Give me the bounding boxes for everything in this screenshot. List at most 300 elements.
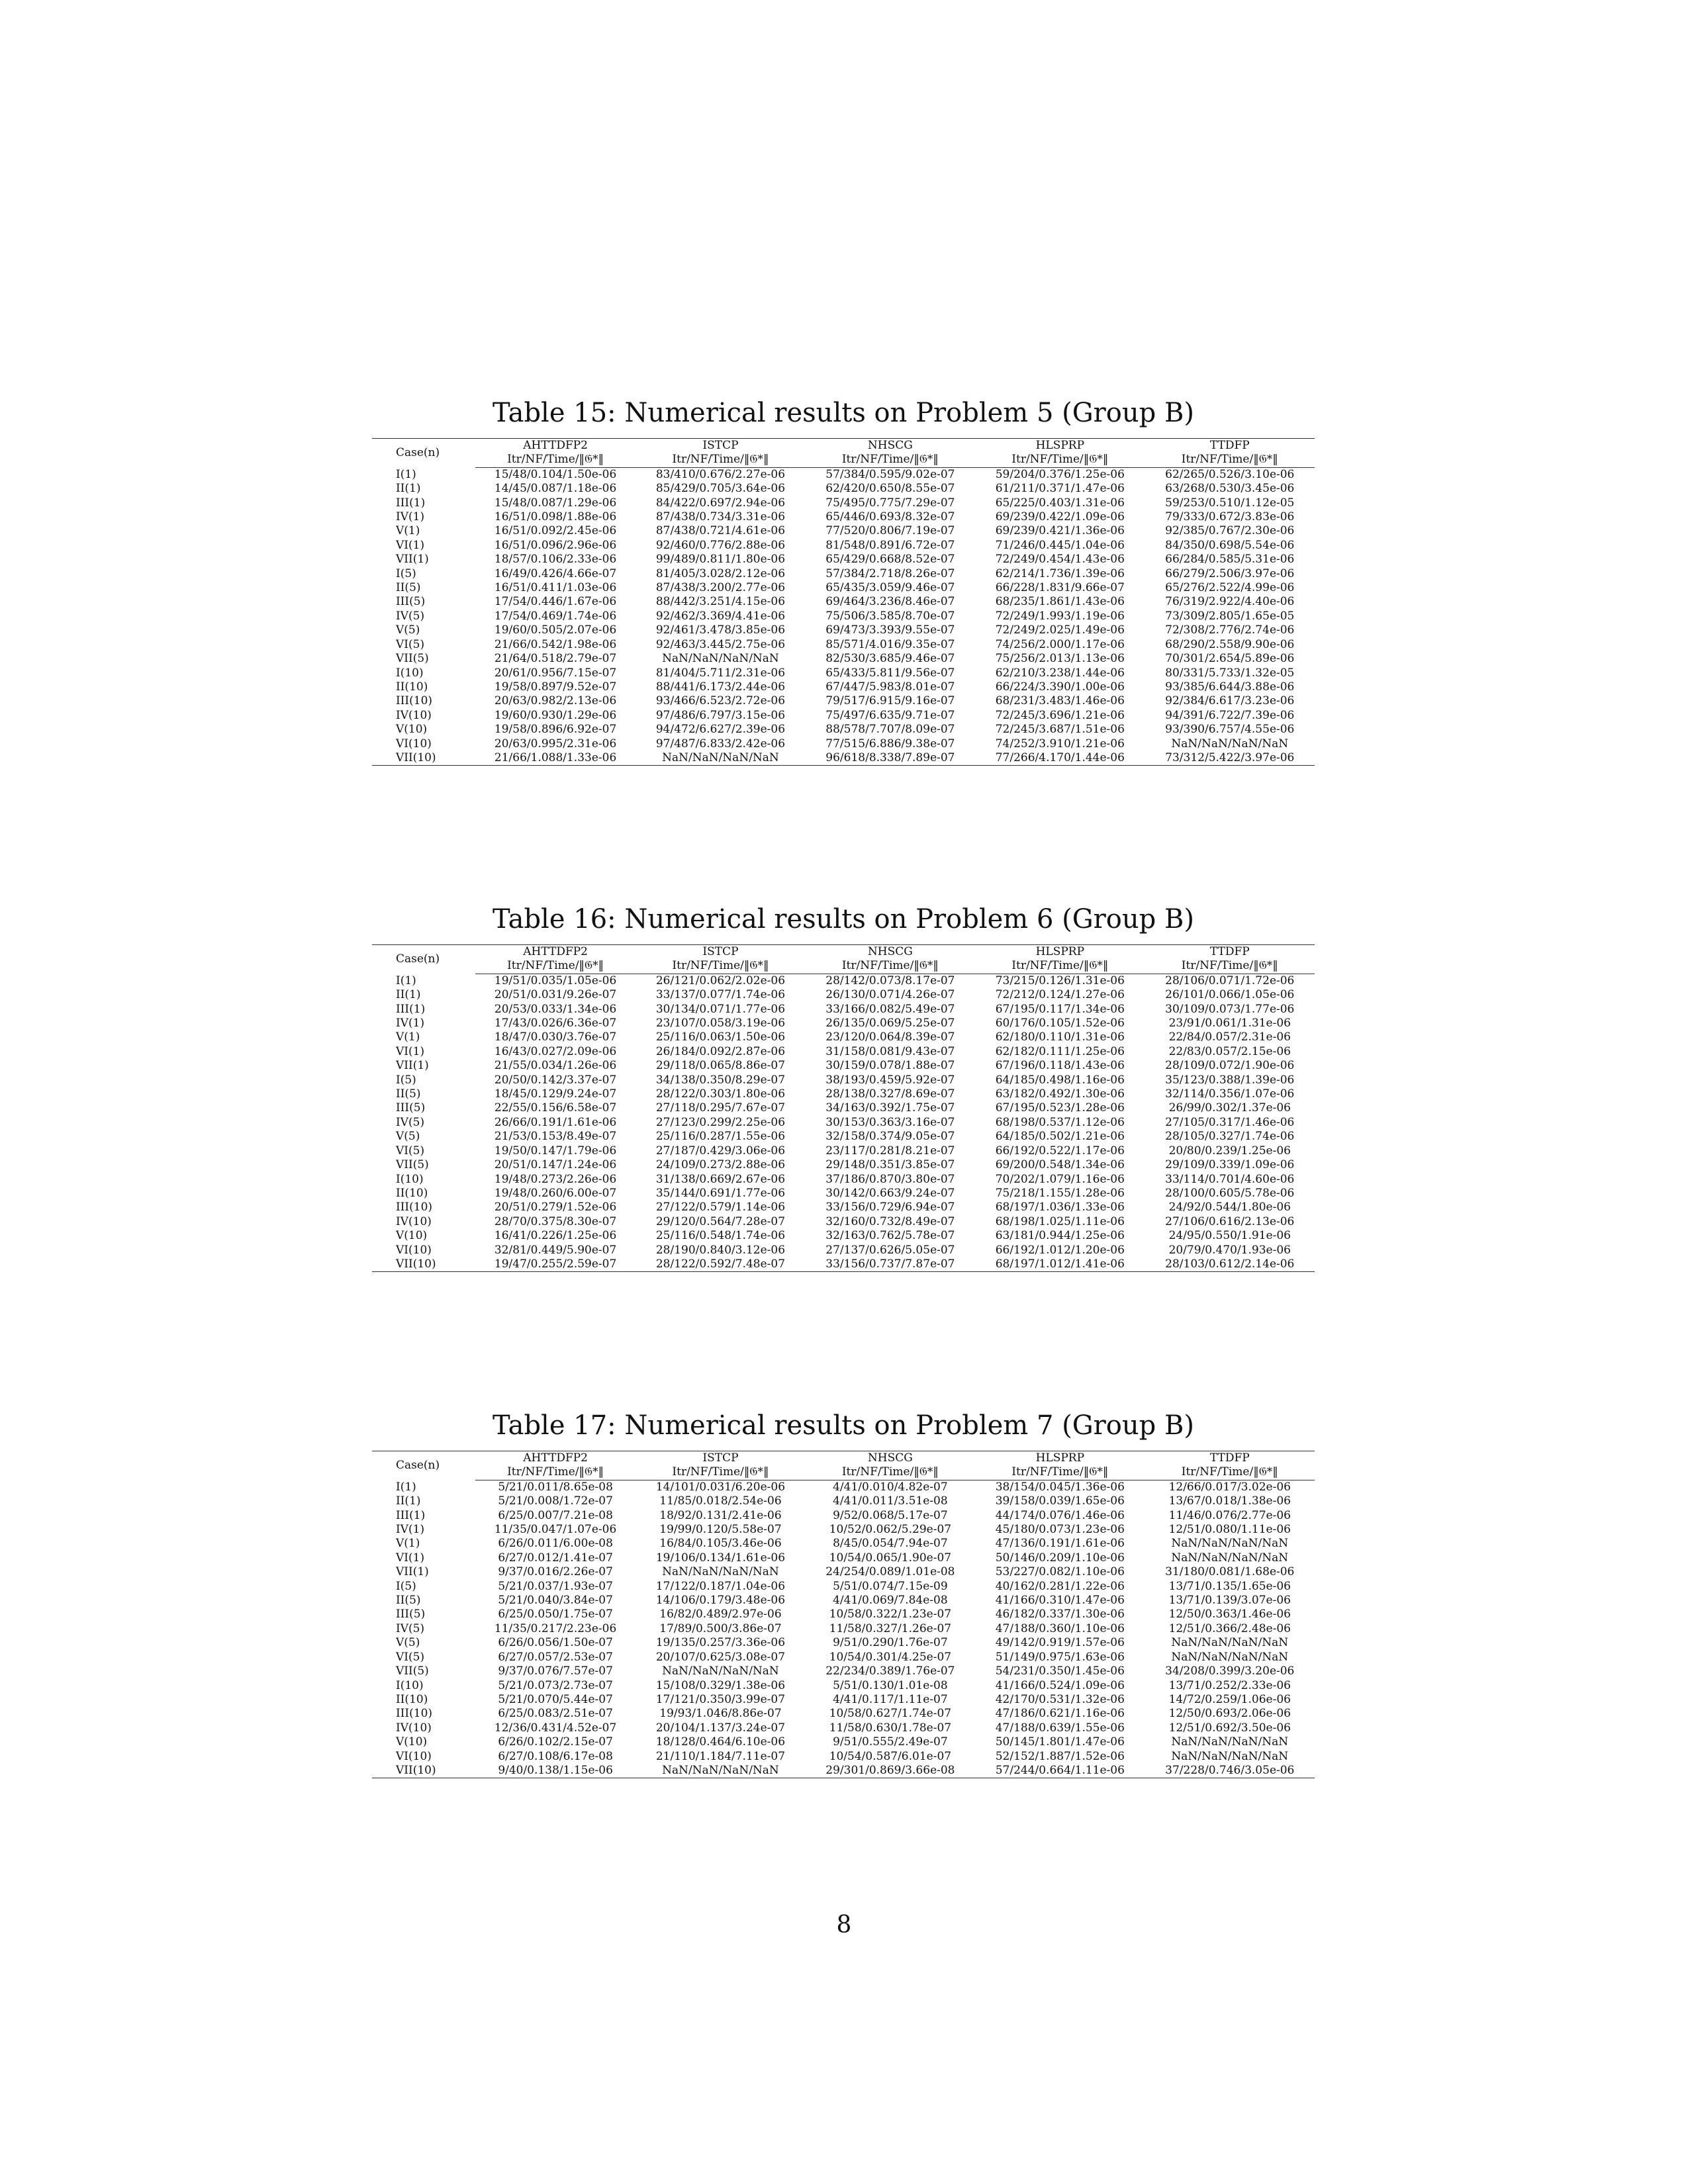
result-cell: 17/43/0.026/6.36e-07	[494, 1017, 617, 1030]
result-cell: 74/252/3.910/1.21e-06	[995, 737, 1125, 751]
table-row	[372, 1059, 1315, 1073]
result-cell: 9/37/0.076/7.57e-07	[498, 1664, 613, 1678]
table-row	[372, 567, 1315, 581]
result-cell: 19/99/0.120/5.58e-07	[659, 1523, 782, 1537]
result-cell: 69/200/0.548/1.34e-06	[995, 1158, 1125, 1172]
case-cell: III(1)	[396, 496, 426, 510]
result-cell: 75/506/3.585/8.70e-07	[825, 609, 955, 623]
result-cell: 38/154/0.045/1.36e-06	[995, 1480, 1125, 1494]
table-row	[372, 1707, 1315, 1721]
result-cell: 10/58/0.322/1.23e-07	[829, 1608, 952, 1621]
result-cell: NaN/NaN/NaN/NaN	[662, 1664, 779, 1678]
result-cell: 49/142/0.919/1.57e-06	[995, 1636, 1125, 1650]
result-cell: 93/466/6.523/2.72e-06	[655, 694, 786, 708]
result-cell: 73/309/2.805/1.65e-05	[1165, 609, 1295, 623]
case-cell: II(5)	[396, 581, 421, 595]
method-header: AHTTDFP2	[475, 945, 635, 960]
table-row	[372, 1187, 1315, 1201]
method-header: AHTTDFP2	[475, 439, 635, 453]
result-cell: 11/35/0.047/1.07e-06	[494, 1523, 617, 1537]
case-cell: II(10)	[396, 1692, 428, 1706]
result-cell: 80/331/5.733/1.32e-05	[1165, 666, 1295, 680]
result-cell: 8/45/0.054/7.94e-07	[833, 1537, 948, 1551]
result-cell: 92/462/3.369/4.41e-06	[655, 609, 786, 623]
case-cell: V(5)	[396, 623, 420, 637]
result-cell: 64/185/0.498/1.16e-06	[995, 1073, 1125, 1087]
result-cell: 6/25/0.083/2.51e-07	[498, 1707, 613, 1721]
result-cell: 57/384/2.718/8.26e-07	[825, 567, 955, 580]
result-cell: 37/228/0.746/3.05e-06	[1145, 1764, 1315, 1778]
result-cell: 32/114/0.356/1.07e-06	[1165, 1087, 1295, 1101]
result-cell: 41/166/0.310/1.47e-06	[995, 1594, 1125, 1608]
table-row	[372, 1073, 1315, 1087]
case-cell: IV(1)	[396, 1523, 425, 1537]
result-cell: 18/47/0.030/3.76e-07	[494, 1030, 617, 1044]
table-17	[372, 1410, 1315, 1778]
result-cell: 20/63/0.995/2.31e-06	[494, 737, 617, 751]
table-row	[372, 1565, 1315, 1579]
result-cell: NaN/NaN/NaN/NaN	[1171, 737, 1289, 751]
result-cell: 28/105/0.327/1.74e-06	[1165, 1130, 1295, 1144]
case-cell: I(5)	[396, 1073, 416, 1087]
case-cell: IV(10)	[396, 708, 432, 722]
table-row	[372, 638, 1315, 652]
result-cell: 45/180/0.073/1.23e-06	[995, 1523, 1125, 1537]
result-cell: 68/290/2.558/9.90e-06	[1165, 637, 1295, 651]
result-cell: 30/153/0.363/3.16e-07	[825, 1115, 955, 1129]
table-row	[372, 1537, 1315, 1551]
result-cell: 11/58/0.327/1.26e-07	[829, 1621, 952, 1635]
result-cell: 67/195/0.117/1.34e-06	[995, 1002, 1125, 1016]
result-cell: 88/578/7.707/8.09e-07	[825, 723, 955, 737]
result-cell: 18/45/0.129/9.24e-07	[494, 1087, 617, 1101]
table-row	[372, 510, 1315, 524]
result-cell: 14/45/0.087/1.18e-06	[494, 482, 617, 496]
result-cell: 83/410/0.676/2.27e-06	[655, 467, 786, 481]
table-row	[372, 482, 1315, 496]
result-cell: 51/149/0.975/1.63e-06	[995, 1650, 1125, 1664]
table-row	[372, 680, 1315, 694]
result-cell: 21/66/0.542/1.98e-06	[494, 637, 617, 651]
result-cell: NaN/NaN/NaN/NaN	[1171, 1735, 1289, 1749]
method-header: HLSPRP	[975, 945, 1145, 960]
result-cell: 12/51/0.692/3.50e-06	[1168, 1721, 1291, 1735]
case-cell: VII(5)	[396, 1664, 429, 1678]
case-cell: II(1)	[396, 482, 421, 496]
result-cell: 85/571/4.016/9.35e-07	[825, 637, 955, 651]
case-cell: V(10)	[396, 723, 428, 737]
result-cell: 65/429/0.668/8.52e-07	[825, 553, 955, 567]
result-cell: NaN/NaN/NaN/NaN	[1171, 1537, 1289, 1551]
table-row	[372, 1215, 1315, 1229]
case-cell: III(5)	[396, 1608, 426, 1621]
result-cell: 19/60/0.505/2.07e-06	[494, 623, 617, 637]
result-cell: 47/186/0.621/1.16e-06	[995, 1707, 1125, 1721]
metric-subheader: Itr/NF/Time/‖𝔊*‖	[1145, 1465, 1315, 1480]
table-row	[372, 1257, 1315, 1272]
result-cell: 4/41/0.117/1.11e-07	[833, 1692, 948, 1706]
result-cell: 21/110/1.184/7.11e-07	[655, 1749, 786, 1763]
result-cell: 30/159/0.078/1.88e-07	[825, 1059, 955, 1073]
result-cell: 12/66/0.017/3.02e-06	[1168, 1480, 1291, 1494]
result-cell: 27/122/0.579/1.14e-06	[655, 1201, 786, 1214]
case-cell: II(1)	[396, 988, 421, 1002]
result-cell: 14/106/0.179/3.48e-06	[655, 1594, 786, 1608]
method-header: ISTCP	[635, 439, 805, 453]
result-cell: 44/174/0.076/1.46e-06	[995, 1508, 1125, 1522]
metric-subheader: Itr/NF/Time/‖𝔊*‖	[975, 959, 1145, 974]
table-row	[372, 623, 1315, 637]
table-row	[372, 1144, 1315, 1158]
table-15	[372, 397, 1315, 766]
result-cell: 68/198/0.537/1.12e-06	[995, 1115, 1125, 1129]
metric-subheader: Itr/NF/Time/‖𝔊*‖	[1145, 453, 1315, 467]
result-cell: NaN/NaN/NaN/NaN	[1171, 1650, 1289, 1664]
result-cell: 62/214/1.736/1.39e-06	[995, 567, 1125, 580]
result-cell: 23/91/0.061/1.31e-06	[1168, 1017, 1291, 1030]
result-cell: 29/109/0.339/1.09e-06	[1165, 1158, 1295, 1172]
result-cell: 20/61/0.956/7.15e-07	[494, 666, 617, 680]
result-cell: 65/276/2.522/4.99e-06	[1165, 581, 1295, 595]
case-cell: IV(10)	[396, 1721, 432, 1735]
result-cell: 93/390/6.757/4.55e-06	[1165, 723, 1295, 737]
result-cell: 42/170/0.531/1.32e-06	[995, 1692, 1125, 1706]
result-cell: 94/391/6.722/7.39e-06	[1165, 708, 1295, 722]
case-cell: I(5)	[396, 567, 416, 580]
result-cell: 59/204/0.376/1.25e-06	[995, 467, 1125, 481]
case-cell: IV(1)	[396, 1017, 425, 1030]
case-cell: VI(10)	[396, 1243, 432, 1257]
result-cell: 92/385/0.767/2.30e-06	[1165, 524, 1295, 538]
method-header: HLSPRP	[975, 439, 1145, 453]
result-cell: 68/197/1.036/1.33e-06	[995, 1201, 1125, 1214]
table-row	[372, 1229, 1315, 1243]
result-cell: 74/256/2.000/1.17e-06	[995, 637, 1125, 651]
result-cell: 65/435/3.059/9.46e-07	[825, 581, 955, 595]
result-cell: 32/81/0.449/5.90e-07	[494, 1243, 617, 1257]
table-row	[372, 1509, 1315, 1523]
table-row	[372, 581, 1315, 595]
result-cell: 75/497/6.635/9.71e-07	[825, 708, 955, 722]
result-cell: 77/266/4.170/1.44e-06	[975, 751, 1145, 766]
table-row	[372, 1523, 1315, 1537]
result-cell: 13/71/0.139/3.07e-06	[1168, 1594, 1291, 1608]
case-cell: II(5)	[396, 1594, 421, 1608]
result-cell: 27/105/0.317/1.46e-06	[1165, 1115, 1295, 1129]
result-cell: 15/48/0.104/1.50e-06	[494, 467, 617, 481]
table-row	[372, 1101, 1315, 1115]
table-row	[372, 1721, 1315, 1735]
result-cell: 20/79/0.470/1.93e-06	[1168, 1243, 1291, 1257]
result-cell: 17/89/0.500/3.86e-07	[659, 1621, 782, 1635]
result-cell: 35/123/0.388/1.39e-06	[1165, 1073, 1295, 1087]
result-cell: 19/50/0.147/1.79e-06	[494, 1144, 617, 1158]
result-cell: 65/446/0.693/8.32e-07	[825, 510, 955, 524]
result-cell: 23/117/0.281/8.21e-07	[825, 1144, 955, 1158]
case-cell: IV(10)	[396, 1214, 432, 1228]
table-row	[372, 496, 1315, 510]
result-cell: 14/72/0.259/1.06e-06	[1168, 1692, 1291, 1706]
result-cell: 88/442/3.251/4.15e-06	[655, 595, 786, 609]
result-cell: 82/530/3.685/9.46e-07	[825, 652, 955, 666]
result-cell: 40/162/0.281/1.22e-06	[995, 1579, 1125, 1593]
result-cell: 68/231/3.483/1.46e-06	[995, 694, 1125, 708]
result-cell: 18/92/0.131/2.41e-06	[659, 1508, 782, 1522]
result-cell: 33/137/0.077/1.74e-06	[655, 988, 786, 1002]
case-cell: I(10)	[396, 1172, 424, 1186]
result-cell: 16/51/0.411/1.03e-06	[494, 581, 617, 595]
case-cell: IV(5)	[396, 1115, 425, 1129]
result-cell: 20/104/1.137/3.24e-07	[655, 1721, 786, 1735]
table-caption: Table 15: Numerical results on Problem 5 (Group B)	[492, 398, 1194, 428]
case-cell: III(10)	[396, 1201, 433, 1214]
table-row	[372, 1480, 1315, 1494]
case-cell: IV(1)	[396, 510, 425, 524]
method-header: NHSCG	[806, 439, 975, 453]
result-cell: 16/51/0.092/2.45e-06	[494, 524, 617, 538]
result-cell: 17/54/0.469/1.74e-06	[494, 609, 617, 623]
result-cell: 75/495/0.775/7.29e-07	[825, 496, 955, 510]
result-cell: 20/51/0.279/1.52e-06	[494, 1201, 617, 1214]
result-cell: 9/51/0.290/1.76e-07	[833, 1636, 948, 1650]
result-cell: 26/99/0.302/1.37e-06	[1168, 1101, 1291, 1115]
result-cell: 10/58/0.627/1.74e-07	[829, 1707, 952, 1721]
table-row	[372, 988, 1315, 1002]
table-row	[372, 1651, 1315, 1664]
result-cell: 6/26/0.011/6.00e-08	[498, 1537, 613, 1551]
result-cell: 92/384/6.617/3.23e-06	[1165, 694, 1295, 708]
case-cell: IV(5)	[396, 609, 425, 623]
result-cell: 61/211/0.371/1.47e-06	[995, 482, 1125, 496]
result-cell: 29/148/0.351/3.85e-07	[825, 1158, 955, 1172]
case-cell: V(1)	[396, 524, 420, 538]
case-cell: V(1)	[396, 1537, 420, 1551]
result-cell: 18/128/0.464/6.10e-06	[655, 1735, 786, 1749]
table-row	[372, 694, 1315, 708]
result-cell: 27/118/0.295/7.67e-07	[655, 1101, 786, 1115]
table-row	[372, 1679, 1315, 1693]
table-row	[372, 652, 1315, 666]
result-cell: 34/138/0.350/8.29e-07	[655, 1073, 786, 1087]
result-cell: 67/195/0.523/1.28e-06	[995, 1101, 1125, 1115]
result-cell: 94/472/6.627/2.39e-06	[655, 723, 786, 737]
result-cell: 62/210/3.238/1.44e-06	[995, 666, 1125, 680]
metric-subheader: Itr/NF/Time/‖𝔊*‖	[475, 959, 635, 974]
result-cell: 28/122/0.303/1.80e-06	[655, 1087, 786, 1101]
result-cell: NaN/NaN/NaN/NaN	[1171, 1636, 1289, 1650]
result-cell: 66/192/0.522/1.17e-06	[995, 1144, 1125, 1158]
result-cell: 79/517/6.915/9.16e-07	[825, 694, 955, 708]
result-cell: 97/487/6.833/2.42e-06	[655, 737, 786, 751]
result-cell: 12/36/0.431/4.52e-07	[494, 1721, 617, 1735]
result-cell: 28/190/0.840/3.12e-06	[655, 1243, 786, 1257]
result-cell: 76/319/2.922/4.40e-06	[1165, 595, 1295, 609]
table-row	[372, 1608, 1315, 1621]
result-cell: 22/55/0.156/6.58e-07	[494, 1101, 617, 1115]
result-cell: 5/21/0.073/2.73e-07	[498, 1678, 613, 1692]
table-row	[372, 1030, 1315, 1044]
case-cell: VI(5)	[396, 1144, 425, 1158]
result-cell: 63/182/0.492/1.30e-06	[995, 1087, 1125, 1101]
result-cell: 28/142/0.073/8.17e-07	[825, 974, 955, 987]
table-row	[372, 467, 1315, 482]
table-row	[372, 1551, 1315, 1565]
table-row	[372, 1087, 1315, 1101]
result-cell: 47/136/0.191/1.61e-06	[995, 1537, 1125, 1551]
case-cell: I(1)	[396, 974, 416, 987]
result-cell: 11/58/0.630/1.78e-07	[829, 1721, 952, 1735]
case-cell: III(1)	[396, 1002, 426, 1016]
result-cell: 99/489/0.811/1.80e-06	[655, 553, 786, 567]
result-cell: 72/249/1.993/1.19e-06	[995, 609, 1125, 623]
case-cell: VI(5)	[396, 637, 425, 651]
result-cell: 69/239/0.422/1.09e-06	[995, 510, 1125, 524]
table-row	[372, 737, 1315, 751]
result-cell: 13/67/0.018/1.38e-06	[1168, 1494, 1291, 1508]
result-cell: 4/41/0.069/7.84e-08	[833, 1594, 948, 1608]
result-cell: 33/156/0.737/7.87e-07	[806, 1257, 975, 1272]
result-cell: 57/384/0.595/9.02e-07	[825, 467, 955, 481]
result-cell: 22/84/0.057/2.31e-06	[1168, 1030, 1291, 1044]
result-cell: 87/438/0.734/3.31e-06	[655, 510, 786, 524]
table-row	[372, 610, 1315, 623]
result-cell: 4/41/0.011/3.51e-08	[833, 1494, 948, 1508]
result-cell: 66/228/1.831/9.66e-07	[995, 581, 1125, 595]
result-cell: 32/163/0.762/5.78e-07	[825, 1229, 955, 1243]
case-cell: VII(10)	[372, 1257, 475, 1272]
result-cell: 23/120/0.064/8.39e-07	[825, 1030, 955, 1044]
result-cell: 96/618/8.338/7.89e-07	[806, 751, 975, 766]
result-cell: 69/473/3.393/9.55e-07	[825, 623, 955, 637]
result-cell: 71/246/0.445/1.04e-06	[995, 538, 1125, 552]
table-row	[372, 1173, 1315, 1187]
result-cell: 32/160/0.732/8.49e-07	[825, 1214, 955, 1228]
result-cell: 19/51/0.035/1.05e-06	[494, 974, 617, 987]
case-cell: V(1)	[396, 1030, 420, 1044]
result-cell: 6/25/0.050/1.75e-07	[498, 1608, 613, 1621]
results-table	[372, 438, 1315, 766]
result-cell: 72/245/3.696/1.21e-06	[995, 708, 1125, 722]
result-cell: 54/231/0.350/1.45e-06	[995, 1664, 1125, 1678]
result-cell: 5/21/0.008/1.72e-07	[498, 1494, 613, 1508]
table-row	[372, 539, 1315, 553]
case-cell: VII(1)	[396, 1059, 429, 1073]
result-cell: 6/27/0.057/2.53e-07	[498, 1650, 613, 1664]
result-cell: 26/101/0.066/1.05e-06	[1165, 988, 1295, 1002]
result-cell: 5/51/0.074/7.15e-09	[833, 1579, 948, 1593]
result-cell: 41/166/0.524/1.09e-06	[995, 1678, 1125, 1692]
result-cell: 66/224/3.390/1.00e-06	[995, 680, 1125, 694]
table-row	[372, 974, 1315, 988]
table-caption: Table 16: Numerical results on Problem 6 (Group B)	[492, 904, 1194, 934]
result-cell: 11/85/0.018/2.54e-06	[659, 1494, 782, 1508]
case-cell: VI(10)	[396, 1749, 432, 1763]
result-cell: 33/166/0.082/5.49e-07	[825, 1002, 955, 1016]
case-cell: I(1)	[396, 1480, 416, 1494]
result-cell: 87/438/0.721/4.61e-06	[655, 524, 786, 538]
metric-subheader: Itr/NF/Time/‖𝔊*‖	[806, 1465, 975, 1480]
result-cell: 69/239/0.421/1.36e-06	[995, 524, 1125, 538]
result-cell: 59/253/0.510/1.12e-05	[1165, 496, 1295, 510]
result-cell: 20/51/0.147/1.24e-06	[494, 1158, 617, 1172]
table-row	[372, 1244, 1315, 1257]
result-cell: 16/41/0.226/1.25e-06	[494, 1229, 617, 1243]
case-cell: I(10)	[396, 1678, 424, 1692]
result-cell: 77/515/6.886/9.38e-07	[825, 737, 955, 751]
result-cell: 16/84/0.105/3.46e-06	[659, 1537, 782, 1551]
method-header: HLSPRP	[975, 1451, 1145, 1466]
result-cell: 34/163/0.392/1.75e-07	[825, 1101, 955, 1115]
result-cell: 79/333/0.672/3.83e-06	[1165, 510, 1295, 524]
table-row	[372, 1130, 1315, 1144]
table-row	[372, 1158, 1315, 1172]
result-cell: 72/245/3.687/1.51e-06	[995, 723, 1125, 737]
result-cell: 26/121/0.062/2.02e-06	[655, 974, 786, 987]
table-row	[372, 709, 1315, 723]
result-cell: 30/134/0.071/1.77e-06	[655, 1002, 786, 1016]
result-cell: 6/27/0.108/6.17e-08	[498, 1749, 613, 1763]
result-cell: 35/144/0.691/1.77e-06	[655, 1186, 786, 1200]
result-cell: 65/433/5.811/9.56e-07	[825, 666, 955, 680]
result-cell: 47/188/0.360/1.10e-06	[995, 1621, 1125, 1635]
result-cell: 24/109/0.273/2.88e-06	[655, 1158, 786, 1172]
result-cell: 93/385/6.644/3.88e-06	[1165, 680, 1295, 694]
result-cell: 50/146/0.209/1.10e-06	[995, 1551, 1125, 1565]
metric-subheader: Itr/NF/Time/‖𝔊*‖	[475, 1465, 635, 1480]
result-cell: 5/21/0.011/8.65e-08	[498, 1480, 613, 1494]
table-row	[372, 666, 1315, 680]
case-header: Case(n)	[372, 945, 475, 974]
result-cell: 26/130/0.071/4.26e-07	[825, 988, 955, 1002]
result-cell: 32/158/0.374/9.05e-07	[825, 1130, 955, 1144]
result-cell: 15/108/0.329/1.38e-06	[655, 1678, 786, 1692]
results-table	[372, 944, 1315, 1272]
result-cell: 25/116/0.548/1.74e-06	[655, 1229, 786, 1243]
metric-subheader: Itr/NF/Time/‖𝔊*‖	[635, 1465, 805, 1480]
result-cell: 63/268/0.530/3.45e-06	[1165, 482, 1295, 496]
result-cell: NaN/NaN/NaN/NaN	[635, 1764, 805, 1778]
result-cell: 28/138/0.327/8.69e-07	[825, 1087, 955, 1101]
results-table	[372, 1451, 1315, 1778]
metric-subheader: Itr/NF/Time/‖𝔊*‖	[806, 959, 975, 974]
method-header: TTDFP	[1145, 1451, 1315, 1466]
result-cell: 28/106/0.071/1.72e-06	[1165, 974, 1295, 987]
case-cell: I(1)	[396, 467, 416, 481]
result-cell: 30/109/0.073/1.77e-06	[1165, 1002, 1295, 1016]
result-cell: 64/185/0.502/1.21e-06	[995, 1130, 1125, 1144]
result-cell: 63/181/0.944/1.25e-06	[995, 1229, 1125, 1243]
result-cell: 57/244/0.664/1.11e-06	[975, 1764, 1145, 1778]
result-cell: 5/21/0.070/5.44e-07	[498, 1692, 613, 1706]
result-cell: 62/420/0.650/8.55e-07	[825, 482, 955, 496]
table-row	[372, 1116, 1315, 1130]
case-cell: VII(1)	[396, 1565, 429, 1579]
table-row	[372, 1594, 1315, 1608]
table-row	[372, 1494, 1315, 1508]
table-caption: Table 17: Numerical results on Problem 7 (Group B)	[492, 1410, 1194, 1441]
result-cell: 73/215/0.126/1.31e-06	[995, 974, 1125, 987]
case-header: Case(n)	[372, 1451, 475, 1480]
result-cell: 70/301/2.654/5.89e-06	[1165, 652, 1295, 666]
result-cell: 26/135/0.069/5.25e-07	[825, 1017, 955, 1030]
result-cell: 84/422/0.697/2.94e-06	[655, 496, 786, 510]
case-cell: III(1)	[396, 1508, 426, 1522]
result-cell: 6/26/0.102/2.15e-07	[498, 1735, 613, 1749]
metric-subheader: Itr/NF/Time/‖𝔊*‖	[475, 453, 635, 467]
result-cell: 14/101/0.031/6.20e-06	[655, 1480, 786, 1494]
table-row	[372, 1003, 1315, 1017]
result-cell: 53/227/0.082/1.10e-06	[995, 1565, 1125, 1579]
